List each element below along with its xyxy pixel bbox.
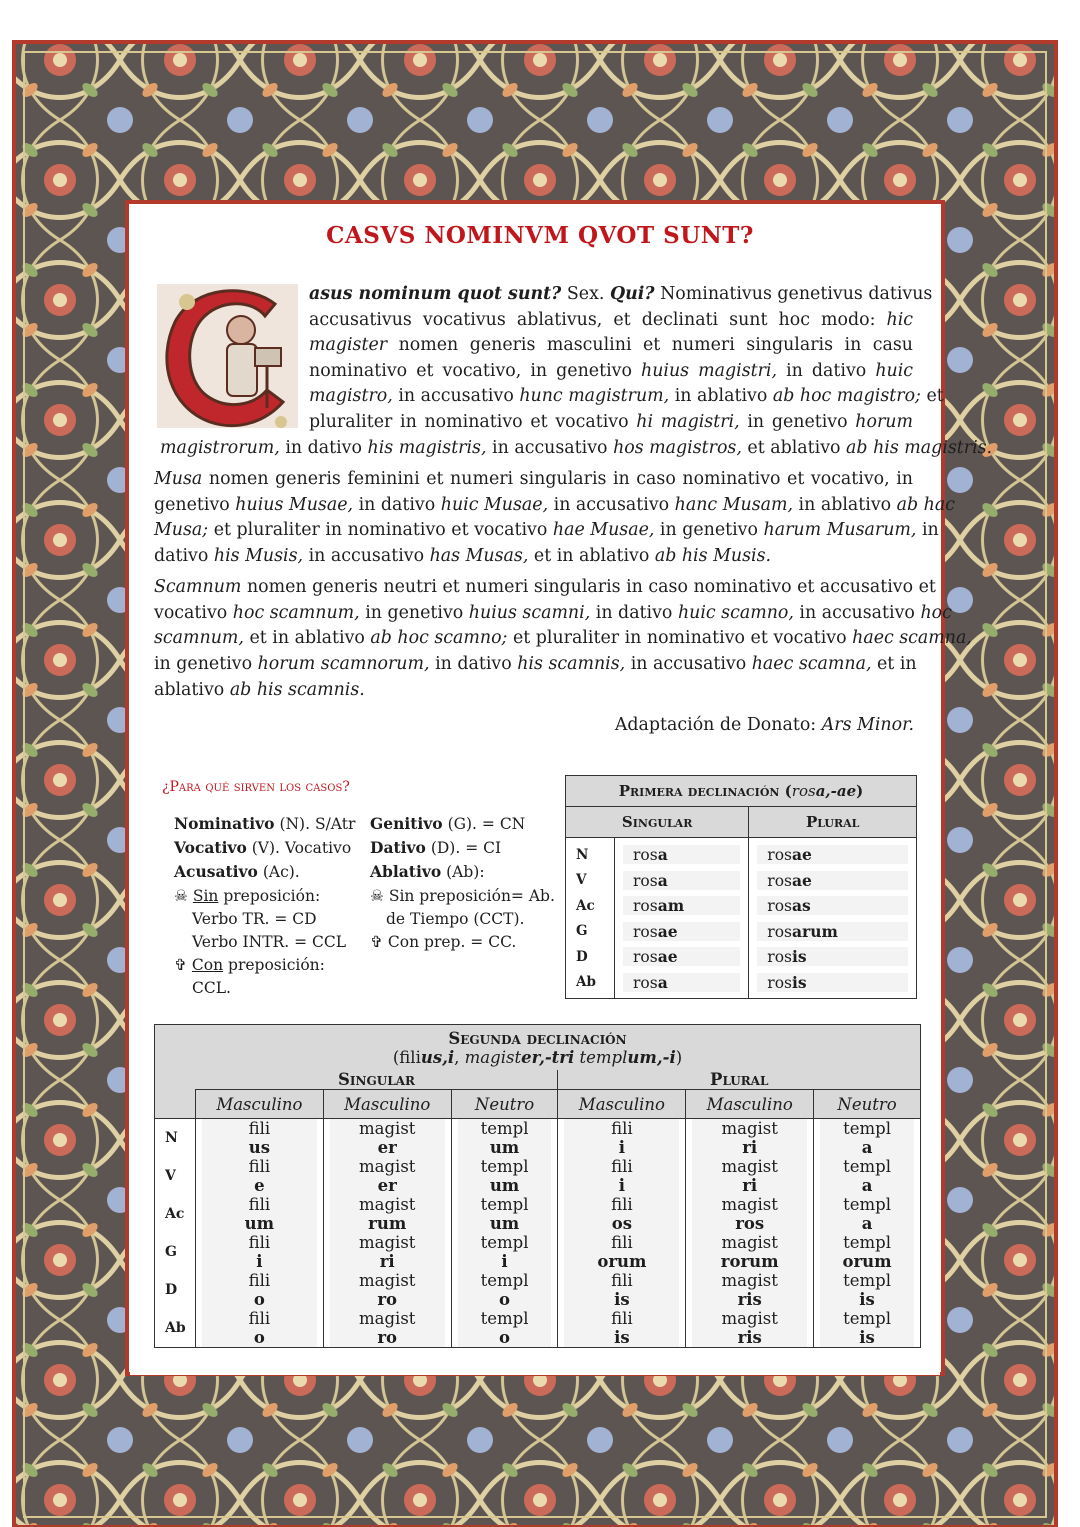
paragraph-2-last-line: dativo his Musis, in accusativo has Musas, et in ablativo ab his Musis.: [154, 546, 772, 566]
page-title: CASVS NOMINVM QVOT SUNT?: [326, 222, 754, 249]
illuminated-initial-c: [155, 282, 300, 430]
plural-cell: rosas: [749, 893, 917, 919]
table-row: [566, 919, 917, 945]
form-cell: templ a: [814, 1119, 921, 1158]
form-cell: templ um: [451, 1119, 558, 1158]
form-cell: fili i: [558, 1157, 686, 1195]
form-cell: fili i: [196, 1233, 324, 1271]
case-label: Ac: [566, 893, 615, 919]
plural-cell: rosis: [749, 970, 917, 999]
gender-header: Neutro: [451, 1090, 558, 1119]
first-declension-table: [565, 775, 917, 999]
form-cell: fili is: [558, 1271, 686, 1309]
gender-header: Masculino: [323, 1090, 451, 1119]
paragraph-3: Scamnum nomen generis neutri et numeri singularis in caso nominativo et accusativo et vocativo hoc scamnum, in genetivo huius scamni, in dativo huic scamno, in accusativo hoc scamnum, et in ablativo ab hoc scamno; et pluraliter in nominativo et vocativo haec scamna, in genetivo horum scamnorum, in dativo his scamnis, in accusativo haec scamna, et in: [154, 577, 972, 674]
form-cell: templ o: [451, 1271, 558, 1309]
form-cell: fili um: [196, 1195, 324, 1233]
case-label: G: [566, 919, 615, 945]
group-singular: Singular: [196, 1070, 558, 1090]
singular-cell: rosam: [615, 893, 749, 919]
gender-header: Neutro: [814, 1090, 921, 1119]
table-row: [155, 1157, 921, 1195]
second-declension-title: Segunda declinación: [448, 1029, 627, 1048]
form-cell: templ um: [451, 1157, 558, 1195]
plural-cell: rosarum: [749, 919, 917, 945]
case-label: N: [566, 838, 615, 868]
table-row: [155, 1309, 921, 1348]
form-cell: magist er: [323, 1157, 451, 1195]
paragraph-1-last-line: magistrorum, in dativo his magistris, in accusativo hos magistros, et ablativo ab his magistris.: [160, 438, 993, 458]
form-cell: magist ris: [686, 1271, 814, 1309]
form-cell: magist rum: [323, 1195, 451, 1233]
paragraph-1: asus nominum quot sunt? Sex. Qui? Nominativus genetivus dativus accusativus vocativus ablativus, et declinati sunt hoc modo: hic magister nomen generis masculini et numeri singularis in casu nominativo et vocativo, in genetivo huius magistri, in dativo huic magistro, in accusativo hunc magistrum, in ablativo ab hoc magistro; et pluraliter in nominativo et vocativo hi magistri, in genetivo horum: [309, 284, 944, 432]
form-cell: fili e: [196, 1157, 324, 1195]
table-row: [566, 868, 917, 894]
form-cell: templ orum: [814, 1233, 921, 1271]
form-cell: magist ri: [686, 1157, 814, 1195]
paragraph-3-last-line: ablativo ab his scamnis.: [154, 680, 365, 700]
singular-cell: rosa: [615, 970, 749, 999]
header-singular: Singular: [566, 807, 749, 838]
gender-header: Masculino: [686, 1090, 814, 1119]
group-plural: Plural: [558, 1070, 921, 1090]
table-row: [155, 1271, 921, 1309]
singular-cell: rosae: [615, 944, 749, 970]
form-cell: templ a: [814, 1195, 921, 1233]
case-label: Ab: [566, 970, 615, 999]
singular-cell: rosae: [615, 919, 749, 945]
plural-cell: rosis: [749, 944, 917, 970]
gender-header: Masculino: [196, 1090, 324, 1119]
plural-cell: rosae: [749, 868, 917, 894]
form-cell: templ a: [814, 1157, 921, 1195]
first-declension-title: Primera declinación (rosa,-ae): [566, 776, 917, 807]
table-row: [155, 1195, 921, 1233]
form-cell: magist ro: [323, 1271, 451, 1309]
form-cell: fili o: [196, 1271, 324, 1309]
case-label: G: [155, 1233, 196, 1271]
form-cell: magist ri: [686, 1119, 814, 1158]
table-row: [155, 1119, 921, 1158]
form-cell: magist rorum: [686, 1233, 814, 1271]
paragraph-2: Musa nomen generis feminini et numeri singularis in caso nominativo et vocativo, in genetivo huius Musae, in dativo huic Musae, in accusativo hanc Musam, in ablativo ab hac Musa; et pluraliter in nominativo et vocativo hae Musae, in genetivo harum Musarum, in: [154, 469, 955, 541]
form-cell: fili i: [558, 1119, 686, 1158]
case-label: D: [155, 1271, 196, 1309]
case-label: D: [566, 944, 615, 970]
form-cell: templ is: [814, 1271, 921, 1309]
header-plural: Plural: [749, 807, 917, 838]
table-row: [155, 1233, 921, 1271]
form-cell: templ um: [451, 1195, 558, 1233]
cases-heading: ¿Para qué sirven los casos?: [162, 779, 350, 795]
citation: Adaptación de Donato: Ars Minor.: [614, 715, 914, 735]
form-cell: templ is: [814, 1309, 921, 1348]
second-declension-table: [154, 1024, 921, 1348]
skull-icon: ☠: [174, 886, 193, 905]
form-cell: magist ri: [323, 1233, 451, 1271]
form-cell: magist ris: [686, 1309, 814, 1348]
singular-cell: rosa: [615, 838, 749, 868]
case-label: V: [566, 868, 615, 894]
table-row: [566, 893, 917, 919]
form-cell: magist ro: [323, 1309, 451, 1348]
singular-cell: rosa: [615, 868, 749, 894]
case-label: Ab: [155, 1309, 196, 1348]
form-cell: magist ros: [686, 1195, 814, 1233]
form-cell: fili o: [196, 1309, 324, 1348]
table-row: [566, 944, 917, 970]
case-label: Ac: [155, 1195, 196, 1233]
cases-list-right: Genitivo (G). = CN Dativo (D). = CI Ablativo (Ab): ☠ Sin preposición= Ab. de Tiempo (CCT). ✞ Con prep. = CC.: [370, 814, 555, 952]
case-label: V: [155, 1157, 196, 1195]
cases-list-left: Nominativo (N). S/Atr Vocativo (V). Vocativo Acusativo (Ac). ☠ Sin preposición: Verbo TR. = CD Verbo INTR. = CCL ✞ Con preposición: CCL.: [174, 814, 356, 998]
gender-header: Masculino: [558, 1090, 686, 1119]
case-label: N: [155, 1119, 196, 1158]
table-row: [566, 838, 917, 868]
form-cell: fili os: [558, 1195, 686, 1233]
second-declension-subtitle: (filius,i, magister,-tri templum,-i): [155, 1048, 921, 1070]
form-cell: fili is: [558, 1309, 686, 1348]
form-cell: fili us: [196, 1119, 324, 1158]
form-cell: templ i: [451, 1233, 558, 1271]
table-row: [566, 970, 917, 999]
cross-icon: ✞: [174, 956, 192, 975]
form-cell: fili orum: [558, 1233, 686, 1271]
plural-cell: rosae: [749, 838, 917, 868]
form-cell: templ o: [451, 1309, 558, 1348]
incipit: asus nominum quot sunt?: [309, 284, 562, 304]
form-cell: magist er: [323, 1119, 451, 1158]
